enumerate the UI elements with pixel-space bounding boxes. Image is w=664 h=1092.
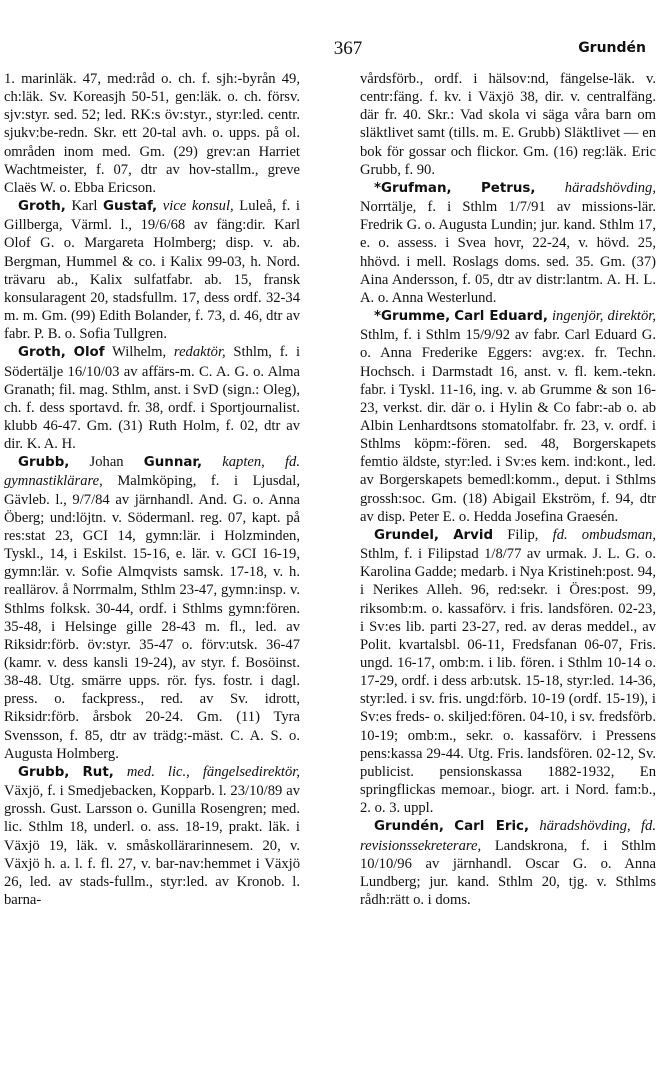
entry-given-pre [444, 818, 454, 834]
entry-text: Malmköping, f. i Ljusdal, Gävleb. l., 9/7/84 av järnhandl. And. G. o. Anna Öberg; und:löjtn. v. Södermanl. reg. 07, kapt. på res:stat 23, GCI 14, gymn:lär. i Holzminden, Tyskl., 14, i Eskilst. 15-16, e. lär. v. GCI 16-19, gymn:lär. v. Sofie Almqvists samsk. 17-18, v. h. reallärov. å Norrmalm, Sthlm 23-47, gymn:insp. v. Sthlms folksk. 30-44, ordf. i Sthlms gymn:fören. 35-48, i Helsinge gille 28-43 m. fl., led. av Riksidr:förb. öv:styr. 35-47 o. förv:utsk. 36-47 (kamr. v. dess kansli 19-24), av styr. f. Bosöinst. 38-48. Utg. smärre upps. rör. fys. fostr. i dagl. press. o. fackpress., red. av Sv. idrott, Riksidr:förb. årsbok 20-24. Gm. (11) Tyra Svensson, f. 85, dtr av trädg:-mäst. C. A. S. o. Augusta Holmberg. [4, 473, 300, 762]
entry-given-bold: Petrus, [480, 180, 536, 196]
entry-surname: Grundel, [374, 527, 440, 543]
entry-given-post: Wilhelm, [104, 344, 167, 361]
entry-groth-karl-gustaf [4, 197, 300, 343]
entry-given-bold: Olof [73, 345, 105, 361]
entry-grubb-rut [4, 763, 300, 909]
entry-surname: Grubb, [18, 764, 70, 780]
entry-title: kapten, fd. gymnastiklärare, [4, 454, 300, 490]
entry-text: Landskrona, f. i Sthlm 10/10/96 av järnhandl. Oscar G. o. Anna Lundberg; jur. kand. Sthlm 20, tjg. v. Sthlms rådh:rätt o. i doms. [360, 837, 656, 909]
entry-groth-olof [4, 343, 300, 453]
entry-surname: Groth, [18, 199, 66, 215]
entry-text: Sthlm, f. i Sthlm 15/9/92 av fabr. Carl Eduard G. o. Anna Frederike Eggers: avg:ex. fr. Techn. Hochsch. i Darmstadt 16, anst. v. fl. kem.-tekn. fabr. i Tyskl. 11-16, ing. v. ab Grumme & son 16-23, verkst. dir. där o. i Hylin & Co fabr:-ab o. ab Albin Lenhardtsons stomatolfabr. fr. 23, v. ordf. i Sthlms köpm:-fören. sed. 48, Borgerskapets femtio äldste, styr:led. i Sv:es kem. ind:kont., led. av Borgerskapets bemedl:komm., deput. i Sthlms grossh:soc. Gm. (18) Abigail Ekström, f. 94, dtr av disp. Peter E. o. Hedda Josefina Graesén. [360, 327, 656, 525]
entry-given-pre [452, 180, 481, 196]
page-number: 367 [333, 38, 363, 59]
right-column [360, 70, 656, 909]
entry-continuation: vårdsförb., ordf. i hälsov:nd, fängelse-läk. v. centr:fäng. f. kv. i Växjö 38, dir. v. centralfäng. där fr. 40. Skr.: Vad skola vi säga våra barn om släktlivet samt (tills. m. E. Grubb) Släktlivet — en bok för gossar och flickor. Gm. (16) reg:läk. Eric Grubb, f. 90. [360, 71, 656, 178]
entry-title: häradshövding, fd. revisionssekreterare, [360, 818, 656, 854]
entry-given-bold: Gunnar, [143, 455, 203, 471]
entry-title: ingenjör, direktör, [547, 308, 656, 325]
entry-given-pre [66, 344, 74, 360]
entry-grunden-carl-eric [360, 817, 656, 909]
page-header [46, 38, 650, 64]
entry-given-bold: Gustaf, [103, 199, 158, 215]
entry-given-pre: Johan [69, 454, 144, 471]
entry-text: Sthlm, f. i Södertälje 16/10/03 av affärs-m. C. A. G. o. Alma Granath; fil. mag. Sthlm, anst. i SvD (sign.: Oleg), ch. f. dess sportavd. fr. 38, ordf. i Sportjournalist. klubb 46-47. Gm. (31) Ruth Holm, f. 02, dtr av dir. K. A. H. [4, 344, 300, 453]
entry-given-post: Filip, [493, 526, 539, 543]
entry-title: redaktör, [166, 344, 226, 361]
entry-given-pre [439, 527, 453, 543]
entry-text: Norrtälje, f. i Sthlm 1/7/91 av missions-lär. Fredrik G. o. Augusta Lundin; jur. kand. Sthlm 17, e. o. assess. i Svea hovr, 22-24, v. hövd. 25, hhövd. i mell. Roslags doms. sed. 35. Gm. (37) Aina Andersson, f. 05, dtr av distr:lantm. A. H. L. A. o. Anna Westerlund. [360, 199, 656, 306]
entry-continuation: 1. marinläk. 47, med:råd o. ch. f. sjh:-byrån 49, ch:läk. Sv. Koreasjh 50-51, gen:läk. o. ch. försv. sjv:styr. sed. 52; led. RK:s öv:styr., styr:led. centr. sjukv:be-redn. Skr. ett 20-tal avh. o. upps. på ol. områden inom med. Gm. (29) grev:an Harriet Wachtmeister, f. 07, dtr av hov-stallm., greve Claës W. o. Ebba Ericson. [4, 71, 300, 196]
entry-given-bold: Carl Eduard, [454, 309, 548, 325]
entry-grundel-arvid [360, 526, 656, 818]
left-column [4, 70, 300, 909]
entry-surname: Grundén, [374, 819, 444, 835]
entry-given-bold: Arvid [453, 527, 494, 543]
entry-title: fd. ombudsman, [538, 526, 656, 543]
entry-title: med. lic., fängelsedirektör, [113, 763, 300, 780]
entry-text: Sthlm, f. i Filipstad 1/8/77 av urmak. J. L. G. o. Karolina Gadde; medarb. i Nya Kristineh:post. 94, i Nerikes Alleh. 96, red:sekr. i Öres:post. 99, riksomb:m. o. kassaförv. i fris. landsfören. 02-23, i Sv:es lib. parti 23-27, red. av deras meddel., av Polit. kvartalsbl. 06-11, Fredsfanan 06-07, Fris. ungd. 16-17, omb:m. i lib. fören. i Sthlm 10-14 o. 17-29, ordf. i dess arb:utsk. 15-18, styr:led. 14-36, styr:led. i sv. fris. ungd:förb. 10-19 (ordf. 15-19), i Sv:es freds- o. skiljed:fören. 04-10, i sv. fredsförb. 10-19; omb:m., sekr. o. kassaförv. i Pressens pens:kassa 29-44. Utg. Fris. landsfören. 02-12, Sv. publicist. pensionskassa 1882-1932, En springflickas memoar., biogr. art. i Nord. fam:b., 2. o. 3. uppl. [360, 546, 656, 817]
entry-grubb-gunnar [4, 453, 300, 763]
entry-text: Växjö, f. i Smedjebacken, Kopparb. l. 23/10/89 av grossh. Gust. Larsson o. Gunilla Rosengren; med. lic. Sthlm 18, underl. o. ass. 18-19, prakt. läk. i Växjö 19, läk. v. småskollärarinnesem. 20, v. Växjö h. a. l. f. fl. 27, v. bar-nav:hemmet i Växjö 26, led. av stads-fullm., styr:led. av Kronob. l. barna- [4, 783, 300, 909]
entry-given-pre: Karl [65, 198, 104, 215]
entry-surname: Grubb, [18, 455, 70, 471]
entry-given-bold: Rut, [82, 764, 114, 780]
running-head: Grundén [578, 40, 646, 56]
entry-grufman-petrus [360, 179, 656, 307]
entry-text: Luleå, f. i Gillberga, Värml. l., 19/6/68 av fäng:dir. Karl Olof G. o. Margareta Holmberg; disp. v. ab. Bergman, Hummel & co. i Kalix 99-03, h. Nord. trävaru ab., Kalix sulfatfabr. ab. 15, fransk konsularagent 20, stadsfullm. 17, dess ordf. 32-34 m. m. Gm. (99) Edith Bolander, f. 73, d. 46, dtr av fabr. P. B. o. Sofia Tullgren. [4, 198, 300, 343]
entry-title: häradshövding, [535, 179, 656, 196]
entry-grumme-carl-eduard [360, 307, 656, 526]
entry-surname: *Grumme, [374, 309, 451, 325]
entry-surname: Groth, [18, 345, 66, 361]
entry-given-bold: Carl Eric, [454, 819, 530, 835]
entry-given-pre [69, 764, 82, 780]
entry-title: vice konsul, [157, 198, 234, 215]
entry-surname: *Grufman, [374, 180, 452, 196]
